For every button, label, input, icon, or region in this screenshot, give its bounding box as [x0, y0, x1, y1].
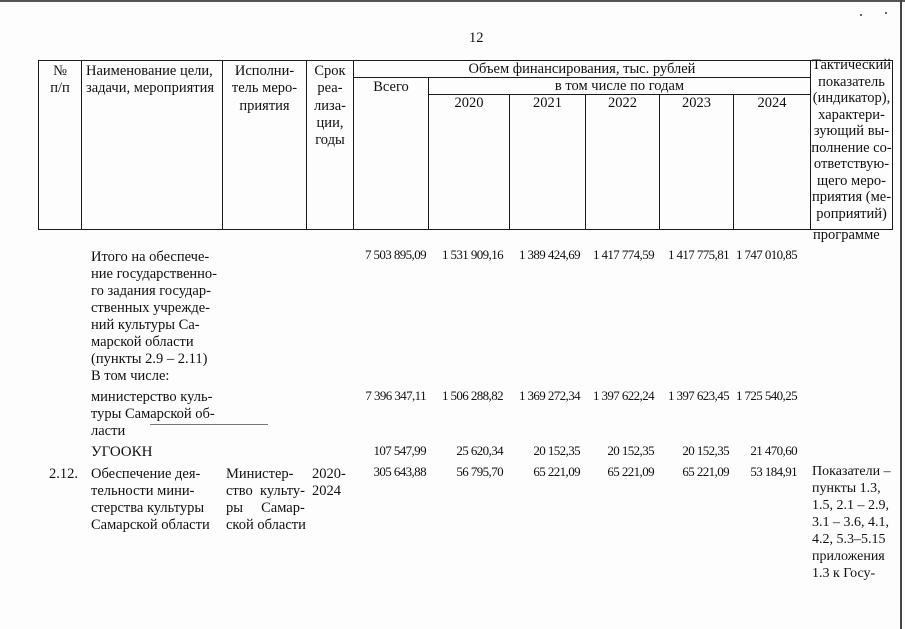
- row-value-2024: 1 725 540,25: [735, 388, 797, 403]
- row-indicator: Показатели – пункты 1.3, 1.5, 2.1 – 2.9, 3.1 – 3.6, 4.1, 4.2, 5.3–5.15 приложения 1.3 к Госу-: [812, 464, 891, 581]
- row-name: Обеспечение дея- тельности мини- стерства культуры Самарской области: [91, 466, 210, 533]
- col-border: [892, 60, 893, 230]
- header-term: Срок реа- лиза- ции, годы: [314, 63, 346, 149]
- scan-strikethrough-artifact: [150, 424, 268, 425]
- header-year: 2022: [608, 95, 637, 111]
- row-value-2023: 1 397 623,45: [667, 388, 729, 403]
- row-value-2021: 1 389 424,69: [518, 247, 580, 262]
- row-total: 7 396 347,11: [365, 388, 426, 403]
- row-value-2021: 65 221,09: [533, 464, 580, 479]
- header-year: 2023: [682, 95, 711, 111]
- row-value-2022: 1 397 622,24: [592, 388, 654, 403]
- row-value-2020: 1 531 909,16: [441, 247, 503, 262]
- row-total: 7 503 895,09: [364, 247, 426, 262]
- row-value-2023: 20 152,35: [682, 443, 729, 458]
- header-name: Наименование цели, задачи, мероприятия: [86, 63, 215, 97]
- row-value-2022: 20 152,35: [607, 443, 654, 458]
- row-term: 2020- 2024: [312, 466, 346, 499]
- header-executor: Исполни- тель меро- приятия: [231, 63, 298, 114]
- header-no: № п/п: [50, 63, 70, 97]
- header-indicator: Тактический показатель (индикатор), характери- зующий вы- полнение со- ответствую- щего меро- приятия (ме- роприятий): [811, 57, 892, 222]
- page-number: 12: [469, 30, 484, 46]
- col-border: [38, 60, 39, 230]
- col-border: [733, 94, 734, 230]
- row-value-2021: 1 369 272,34: [518, 388, 580, 403]
- row-value-2022: 65 221,09: [607, 464, 654, 479]
- scan-top-edge: [0, 0, 905, 2]
- row-name: Итого на обеспече- ние государственно- го задания государ- ственных учрежде- ний культуры Са- марской области (пункты 2.9 – 2.11) В том числе:: [91, 249, 217, 384]
- header-by-years: в том числе по годам: [554, 78, 685, 94]
- row-name: министерство куль- туры Самарской об- ласти: [91, 389, 215, 439]
- scan-speck: [860, 14, 862, 16]
- col-border: [585, 94, 586, 230]
- row-value-2021: 20 152,35: [533, 443, 580, 458]
- row-name: УГООКН: [91, 444, 153, 460]
- row-value-2020: 1 506 288,82: [441, 388, 503, 403]
- row-value-2024: 53 184,91: [750, 464, 797, 479]
- row-executor: Министер- ство культу- ры Самар- ской области: [226, 466, 306, 533]
- header-total: Всего: [373, 79, 409, 95]
- scan-right-edge: [900, 0, 902, 629]
- header-funding-group: Объем финансирования, тыс. рублей: [468, 61, 696, 77]
- row-value-2024: 1 747 010,85: [735, 247, 797, 262]
- header-year: 2024: [757, 95, 787, 111]
- row-total: 305 643,88: [373, 464, 426, 479]
- row-value-2023: 1 417 775,81: [667, 247, 729, 262]
- row-value-2020: 56 795,70: [456, 464, 503, 479]
- header-year: 2021: [533, 95, 562, 111]
- header-year: 2020: [454, 95, 484, 111]
- header-bottom-border: [38, 229, 893, 230]
- col-border: [509, 94, 510, 230]
- continuation-text: программе: [813, 227, 880, 243]
- row-value-2024: 21 470,60: [750, 443, 797, 458]
- scan-speck: [885, 12, 887, 14]
- row-number: 2.12.: [49, 466, 78, 482]
- row-value-2022: 1 417 774,59: [592, 247, 654, 262]
- col-border: [659, 94, 660, 230]
- row-total: 107 547,99: [373, 443, 426, 458]
- row-value-2023: 65 221,09: [682, 464, 729, 479]
- row-value-2020: 25 620,34: [456, 443, 503, 458]
